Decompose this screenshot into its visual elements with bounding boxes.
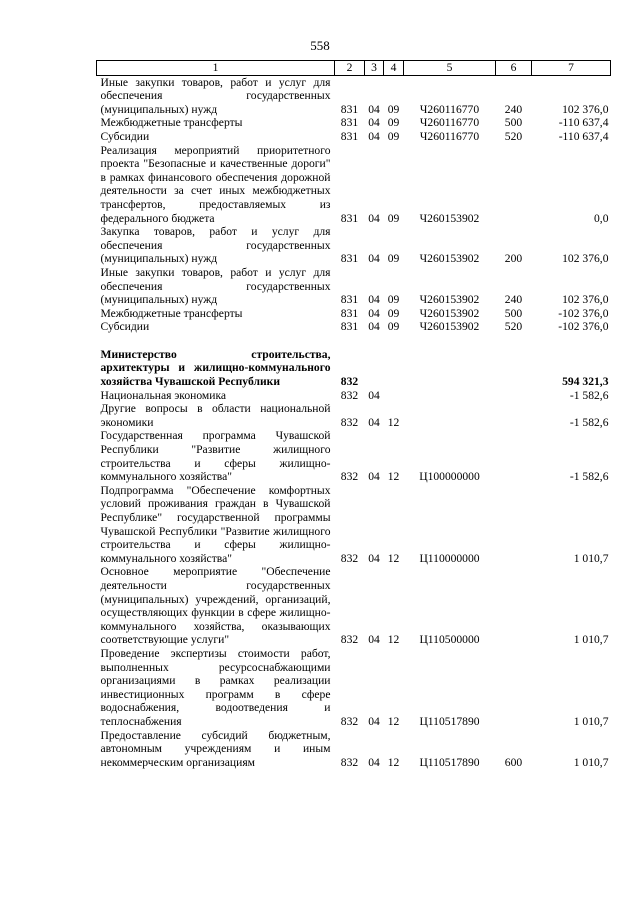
row-section-code: 04 — [368, 415, 380, 429]
row-section-code: 04 — [368, 252, 380, 266]
row-section-code: 04 — [368, 551, 380, 565]
row-amount: -110 637,4 — [558, 129, 609, 143]
row-ministry-code: 832 — [340, 714, 359, 728]
ministry-row — [97, 348, 611, 389]
row-target-article: Ч260153902 — [419, 320, 480, 334]
row-subsection-code: 12 — [387, 415, 400, 429]
page-number: 558 — [310, 38, 330, 53]
row-description: Предоставление субсидий бюджетным, автономным учреждениям и иным некоммерческим организациям — [100, 728, 331, 769]
row-target-article: Ц110517890 — [419, 714, 480, 728]
row-subsection-code: 12 — [387, 755, 400, 769]
row-amount: -1 582,6 — [569, 415, 609, 429]
row-ministry-code: 831 — [340, 320, 359, 334]
column-header: 3 — [365, 61, 384, 76]
row-expense-type: 240 — [504, 102, 523, 116]
row-amount: 1 010,7 — [573, 714, 609, 728]
row-expense-type: 520 — [504, 129, 523, 143]
row-target-article: Ч260116770 — [419, 116, 480, 130]
row-target-article: Ч260153902 — [419, 306, 480, 320]
row-subsection-code: 09 — [387, 211, 400, 225]
row-amount: 102 376,0 — [562, 252, 609, 266]
row-description: Государственная программа Чувашской Республики "Развитие жилищного строительства и сферы жилищно-коммунального хозяйства" — [100, 429, 331, 484]
row-expense-type — [496, 144, 532, 226]
row-expense-type: 600 — [504, 755, 523, 769]
column-header: 4 — [384, 61, 404, 76]
row-section-code: 04 — [368, 293, 380, 307]
table-row — [97, 116, 611, 130]
table-row — [97, 266, 611, 307]
row-target-article: Ц110000000 — [419, 551, 480, 565]
row-ministry-code: 832 — [340, 755, 359, 769]
table-row — [97, 225, 611, 266]
row-target-article: Ц110517890 — [419, 755, 480, 769]
row-ministry-code: 831 — [340, 306, 359, 320]
row-subsection-code — [384, 389, 404, 403]
row-section-code: 04 — [368, 306, 380, 320]
row-expense-type — [496, 647, 532, 729]
budget-table — [96, 60, 611, 769]
row-expense-type: 500 — [504, 306, 523, 320]
row-subsection-code: 09 — [387, 102, 400, 116]
row-amount: 594 321,3 — [562, 375, 609, 389]
row-subsection-code: 09 — [387, 252, 400, 266]
row-amount: -1 582,6 — [569, 388, 609, 402]
row-ministry-code: 831 — [340, 252, 359, 266]
row-section-code: 04 — [368, 116, 380, 130]
table-row — [97, 429, 611, 483]
row-subsection-code: 09 — [387, 116, 400, 130]
row-description: Закупка товаров, работ и услуг для обеспечения государственных (муниципальных) нужд — [100, 225, 331, 266]
table-row — [97, 389, 611, 403]
row-expense-type — [496, 429, 532, 483]
row-section-code: 04 — [368, 211, 380, 225]
row-section-code: 04 — [368, 755, 380, 769]
row-section-code: 04 — [368, 320, 380, 334]
row-description: Основное мероприятие "Обеспечение деятельности государственных (муниципальных) учреждений, организаций, осуществляющих функции в сфере жилищно-коммунального хозяйства, оказывающих соответствующие услуги" — [100, 565, 331, 647]
row-target-article — [404, 348, 496, 389]
row-description: Подпрограмма "Обеспечение комфортных условий проживания граждан в Чувашской Республике" государственной программы Чувашской Республики "Развитие жилищного строительства и сферы жилищно-коммунального хозяйства" — [100, 483, 331, 565]
row-description: Министерство строительства, архитектуры и жилищно-коммунального хозяйства Чувашской Республики — [100, 347, 331, 389]
row-target-article: Ч260153902 — [419, 211, 480, 225]
row-description: Национальная экономика — [100, 388, 227, 402]
row-expense-type — [496, 565, 532, 647]
row-expense-type — [496, 348, 532, 389]
table-body — [97, 75, 611, 769]
column-header: 7 — [532, 61, 611, 76]
row-ministry-code: 831 — [340, 129, 359, 143]
row-ministry-code: 831 — [340, 293, 359, 307]
row-amount: 1 010,7 — [573, 755, 609, 769]
row-ministry-code: 831 — [340, 211, 359, 225]
row-section-code — [365, 348, 384, 389]
table-row — [97, 144, 611, 226]
row-section-code: 04 — [368, 714, 380, 728]
row-description: Иные закупки товаров, работ и услуг для обеспечения государственных (муниципальных) нужд — [100, 75, 331, 116]
row-ministry-code: 831 — [340, 102, 359, 116]
row-amount: 0,0 — [594, 211, 609, 225]
row-subsection-code: 09 — [387, 306, 400, 320]
column-header: 6 — [496, 61, 532, 76]
table-row — [97, 320, 611, 334]
column-header: 2 — [335, 61, 365, 76]
row-amount: 102 376,0 — [562, 293, 609, 307]
table-row — [97, 647, 611, 729]
row-target-article: Ц100000000 — [419, 470, 480, 484]
row-target-article: Ц110500000 — [419, 633, 480, 647]
spacer-row — [97, 334, 611, 348]
row-expense-type: 200 — [504, 252, 523, 266]
row-amount: 1 010,7 — [573, 633, 609, 647]
row-description: Субсидии — [100, 320, 150, 334]
row-description: Субсидии — [100, 129, 150, 143]
row-target-article: Ч260116770 — [419, 129, 480, 143]
row-target-article — [404, 402, 496, 429]
row-section-code: 04 — [368, 633, 380, 647]
column-header: 5 — [404, 61, 496, 76]
row-expense-type: 240 — [504, 293, 523, 307]
row-ministry-code: 831 — [340, 116, 359, 130]
row-ministry-code: 832 — [340, 415, 359, 429]
row-target-article: Ч260116770 — [419, 102, 480, 116]
table-row — [97, 75, 611, 116]
row-ministry-code: 832 — [340, 375, 359, 389]
row-subsection-code: 12 — [387, 551, 400, 565]
row-ministry-code: 832 — [340, 470, 359, 484]
row-expense-type: 500 — [504, 116, 523, 130]
row-description: Проведение экспертизы стоимости работ, выполненных ресурсоснабжающими организациями в рамках реализации инвестиционных программ в сфере водоснабжения, водоотведения и теплоснабжения — [100, 646, 331, 728]
row-section-code: 04 — [368, 470, 380, 484]
row-section-code: 04 — [368, 388, 380, 402]
row-target-article — [404, 389, 496, 403]
row-description: Другие вопросы в области национальной экономики — [100, 402, 331, 429]
row-amount: -102 376,0 — [558, 306, 609, 320]
row-target-article: Ч260153902 — [419, 293, 480, 307]
row-description: Реализация мероприятий приоритетного проекта "Безопасные и качественные дороги" в рамках финансового обеспечения дорожной деятельности за счет иных межбюджетных трансфертов, предоставляемых из федерального бюджета — [100, 143, 331, 225]
row-subsection-code: 09 — [387, 320, 400, 334]
row-expense-type: 520 — [504, 320, 523, 334]
table-header — [97, 61, 611, 76]
row-subsection-code: 09 — [387, 129, 400, 143]
row-subsection-code: 09 — [387, 293, 400, 307]
row-expense-type — [496, 484, 532, 566]
column-header: 1 — [97, 61, 335, 76]
row-amount: 102 376,0 — [562, 102, 609, 116]
row-expense-type — [496, 389, 532, 403]
row-ministry-code: 832 — [340, 633, 359, 647]
row-subsection-code — [384, 348, 404, 389]
row-section-code: 04 — [368, 129, 380, 143]
row-amount: 1 010,7 — [573, 551, 609, 565]
row-ministry-code: 832 — [340, 388, 359, 402]
table-row — [97, 565, 611, 647]
row-description: Межбюджетные трансферты — [100, 306, 243, 320]
row-section-code: 04 — [368, 102, 380, 116]
table-row — [97, 484, 611, 566]
row-subsection-code: 12 — [387, 714, 400, 728]
row-target-article: Ч260153902 — [419, 252, 480, 266]
row-amount: -110 637,4 — [558, 116, 609, 130]
row-expense-type — [496, 402, 532, 429]
row-amount: -102 376,0 — [558, 320, 609, 334]
row-description: Межбюджетные трансферты — [100, 116, 243, 130]
table-row — [97, 130, 611, 144]
row-description: Иные закупки товаров, работ и услуг для обеспечения государственных (муниципальных) нужд — [100, 265, 331, 307]
row-subsection-code: 12 — [387, 633, 400, 647]
table-row — [97, 402, 611, 429]
row-subsection-code: 12 — [387, 470, 400, 484]
table-row — [97, 729, 611, 770]
row-ministry-code: 832 — [340, 551, 359, 565]
table-row — [97, 307, 611, 321]
row-amount: -1 582,6 — [569, 470, 609, 484]
